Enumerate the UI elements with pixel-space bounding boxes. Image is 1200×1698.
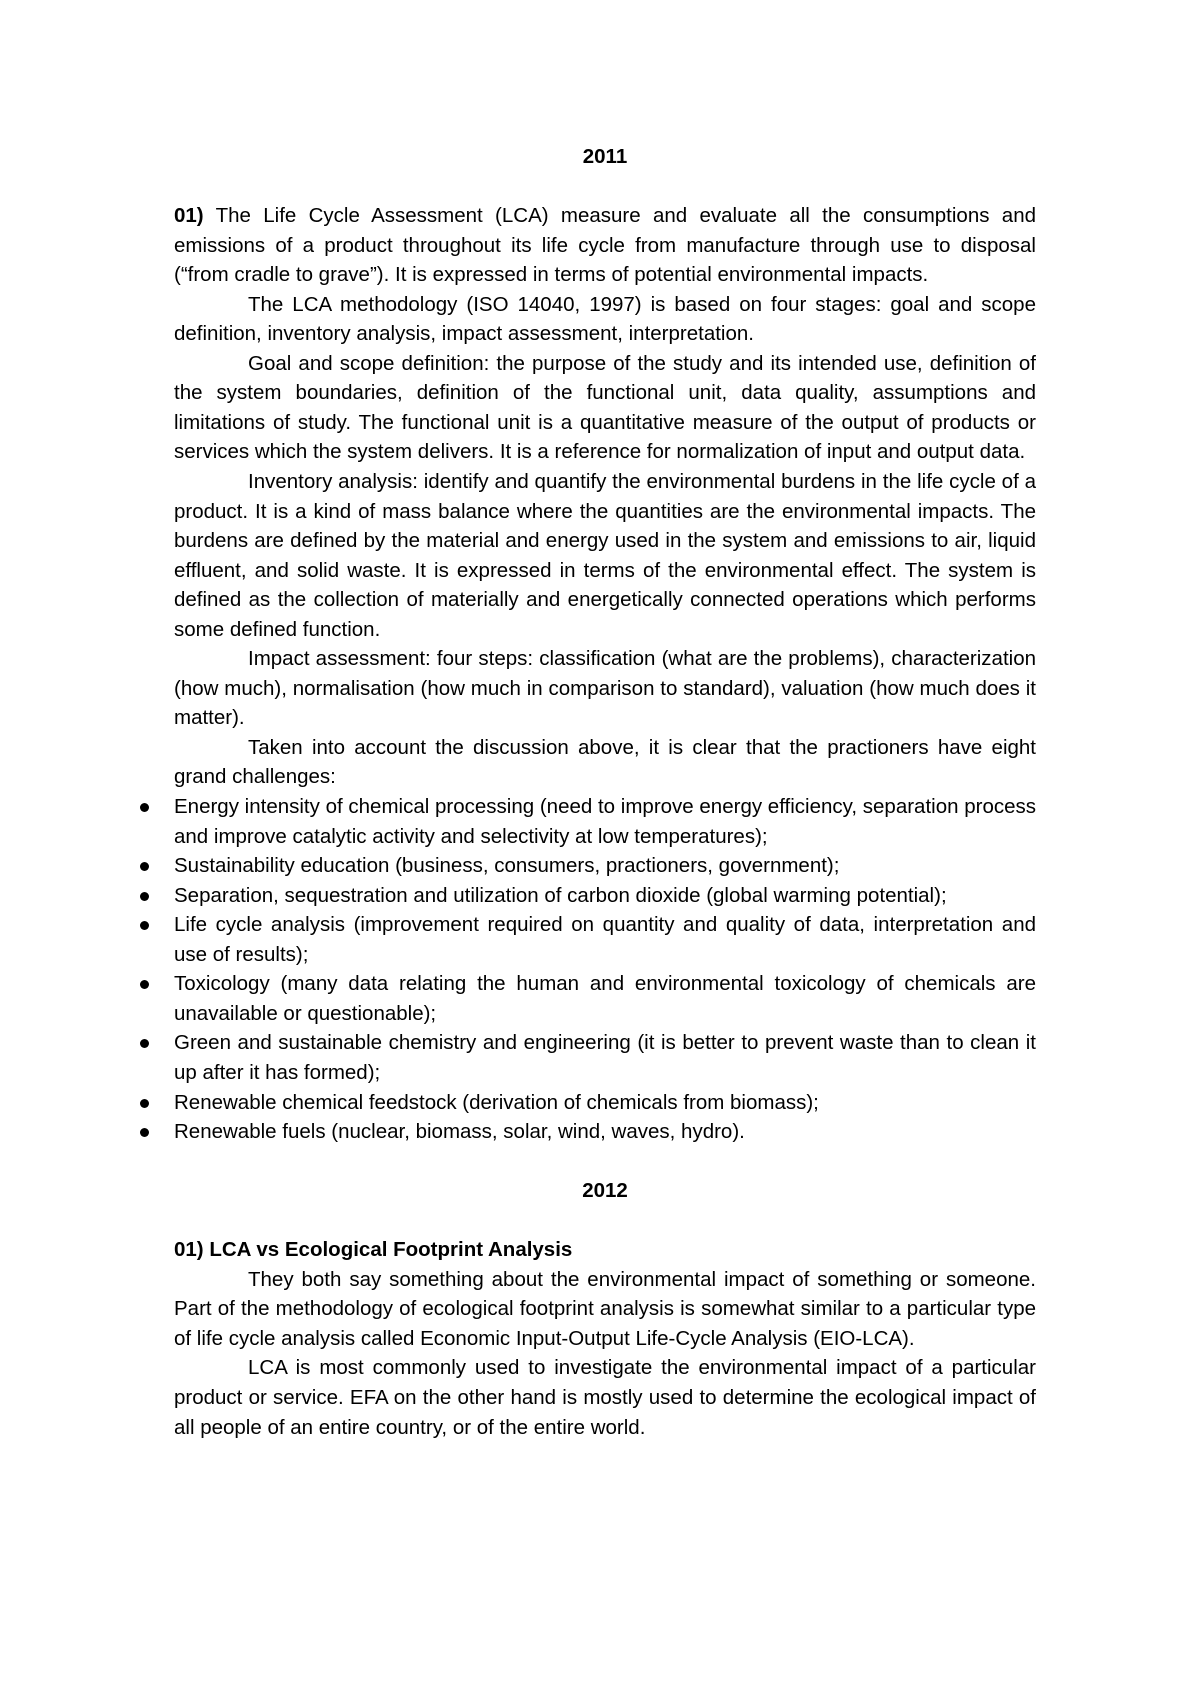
challenge-text: Energy intensity of chemical processing (need to improve energy efficiency, separation process and improve catalytic activity and selectivity at low temperatures); (174, 795, 1036, 848)
bullet-icon (140, 881, 152, 911)
challenge-item (174, 1028, 1036, 1087)
year-heading-2012: 2012 (582, 1179, 628, 1203)
lca-efa-similarity-paragraph: They both say something about the environmental impact of something or someone. Part of the methodology of ecological footprint analysis is somewhat similar to a particular type of life cycle analysis called Economic Input-Output Life-Cycle Analysis (EIO-LCA). (174, 1267, 1036, 1350)
lca-efa-difference-paragraph: LCA is most commonly used to investigate the environmental impact of a particular product or service. EFA on the other hand is mostly used to determine the ecological impact of all people of an entire country, or of the entire world. (174, 1356, 1036, 1439)
bullet-icon (140, 851, 152, 881)
grand-challenges-list (174, 792, 1036, 1147)
challenge-item (174, 881, 1036, 911)
challenges-intro-paragraph: Taken into account the discussion above, it is clear that the practioners have eight grand challenges: (174, 735, 1036, 789)
q1-2012-heading: 01) LCA vs Ecological Footprint Analysis (174, 1238, 573, 1262)
challenge-text: Separation, sequestration and utilization of carbon dioxide (global warming potential); (174, 883, 947, 907)
bullet-icon (140, 910, 152, 940)
question-number: 01) (174, 204, 204, 228)
challenge-item (174, 910, 1036, 969)
challenge-item (174, 1088, 1036, 1118)
document-body (174, 142, 1036, 1442)
methodology-paragraph: The LCA methodology (ISO 14040, 1997) is based on four stages: goal and scope definition, inventory analysis, impact assessment, interpretation. (174, 292, 1036, 346)
impact-assessment-paragraph: Impact assessment: four steps: classification (what are the problems), characterization (how much), normalisation (how much in comparison to standard), valuation (how much does it matter). (174, 647, 1036, 730)
challenge-item (174, 851, 1036, 881)
bullet-icon (140, 969, 152, 999)
year-heading-2011: 2011 (582, 145, 628, 168)
challenge-item (174, 1117, 1036, 1147)
bullet-icon (140, 1028, 152, 1058)
inventory-analysis-paragraph: Inventory analysis: identify and quantify the environmental burdens in the life cycle of a product. It is a kind of mass balance where the quantities are the environmental impacts. The burdens are defined by the material and energy used in the system and emissions to air, liquid effluent, and solid waste. It is expressed in terms of the environmental effect. The system is defined as the collection of materially and energetically connected operations which performs some defined function. (174, 470, 1036, 641)
challenge-text: Green and sustainable chemistry and engineering (it is better to prevent waste than to clean it up after it has formed); (174, 1031, 1036, 1084)
q1-2011-intro-text: The Life Cycle Assessment (LCA) measure and evaluate all the consumptions and emissions of a product throughout its life cycle from manufacture through use to disposal (“from cradle to grave”). It is expressed in terms of potential environmental impacts. (174, 204, 1036, 287)
goal-scope-paragraph: Goal and scope definition: the purpose of the study and its intended use, definition of the system boundaries, definition of the functional unit, data quality, assumptions and limitations of study. The functional unit is a quantitative measure of the output of products or services which the system delivers. It is a reference for normalization of input and output data. (174, 351, 1036, 464)
challenge-text: Sustainability education (business, consumers, practioners, government); (174, 854, 840, 878)
challenge-item (174, 969, 1036, 1028)
challenge-text: Toxicology (many data relating the human and environmental toxicology of chemicals are unavailable or questionable); (174, 972, 1036, 1025)
q1-2011-intro-paragraph (174, 201, 1036, 290)
challenge-text: Renewable chemical feedstock (derivation of chemicals from biomass); (174, 1090, 819, 1114)
challenge-text: Life cycle analysis (improvement required on quantity and quality of data, interpretation and use of results); (174, 913, 1036, 966)
bullet-icon (140, 1117, 152, 1147)
bullet-icon (140, 1088, 152, 1118)
bullet-icon (140, 792, 152, 822)
challenge-text: Renewable fuels (nuclear, biomass, solar, wind, waves, hydro). (174, 1120, 745, 1144)
challenge-item (174, 792, 1036, 851)
